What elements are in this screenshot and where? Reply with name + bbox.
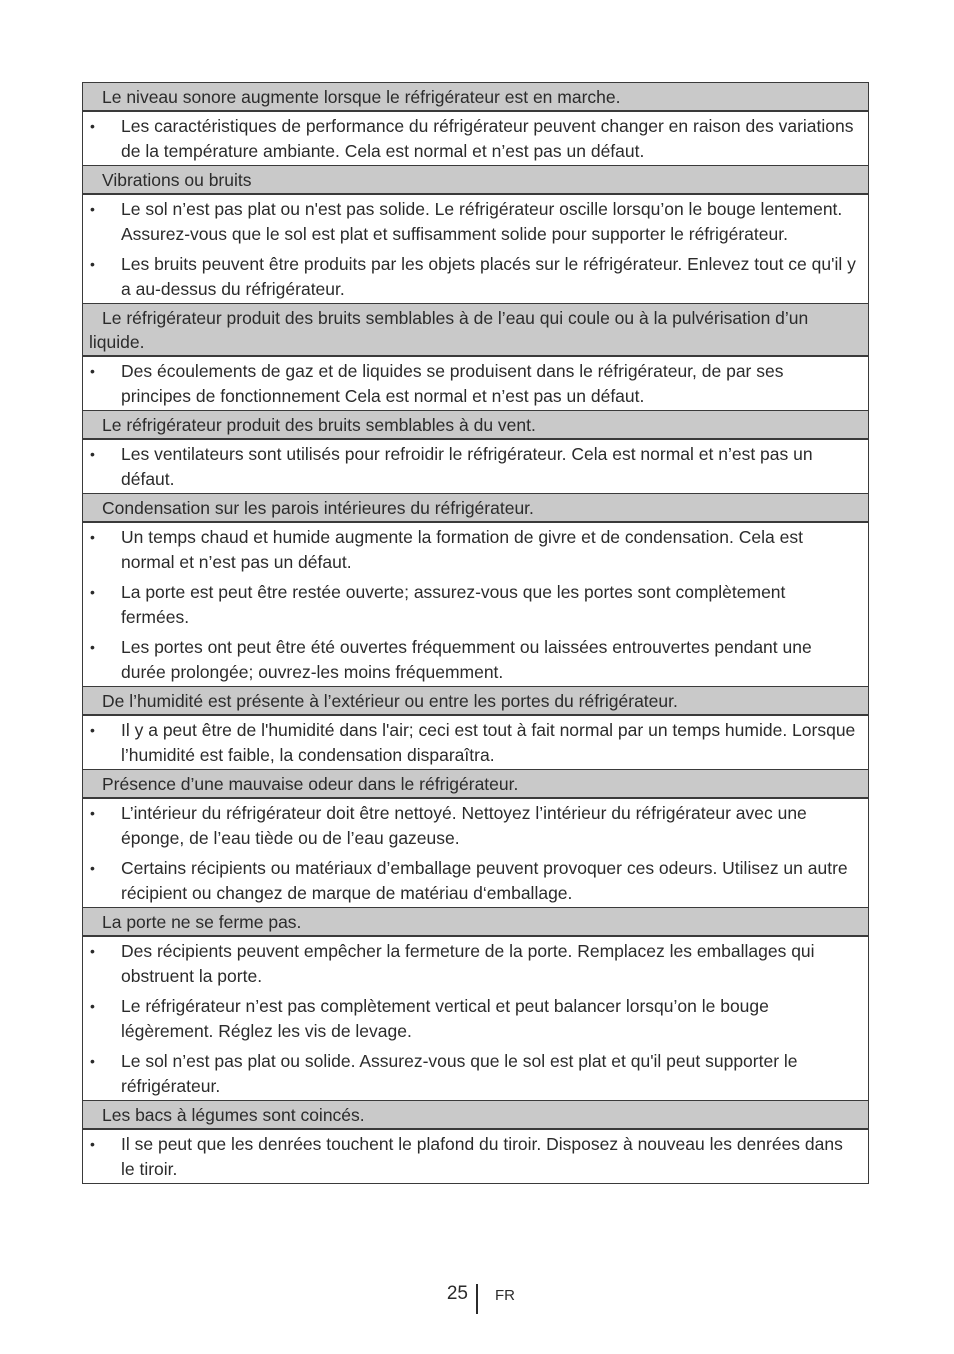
list-item (83, 442, 858, 491)
section-body (83, 523, 868, 687)
bullet-icon: • (90, 584, 95, 600)
section-body (83, 112, 868, 166)
section-header: Le niveau sonore augmente lorsque le réfrigérateur est en marche. (83, 83, 868, 112)
bullet-icon: • (90, 256, 95, 272)
section-header: Vibrations ou bruits (83, 166, 868, 195)
bullet-icon: • (90, 860, 95, 876)
list-item-text: Les ventilateurs sont utilisés pour refroidir le réfrigérateur. Cela est normal et n’est pas un défaut. (121, 444, 813, 489)
list-item-text: Des écoulements de gaz et de liquides se produisent dans le réfrigérateur, de par ses principes de fonctionnement Cela est normal et n’est pas un défaut. (121, 361, 784, 406)
bullet-icon: • (90, 943, 95, 959)
list-item-text: Certains récipients ou matériaux d’emballage peuvent provoquer ces odeurs. Utilisez un autre récipient ou changez de marque de matériau d‘emballage. (121, 858, 848, 903)
list-item (83, 801, 858, 850)
section-header: Le réfrigérateur produit des bruits semblables à du vent. (83, 411, 868, 440)
section-body (83, 937, 868, 1101)
footer-divider (476, 1284, 478, 1314)
list-item (83, 114, 858, 163)
bullet-icon: • (90, 722, 95, 738)
section-header: De l’humidité est présente à l’extérieur ou entre les portes du réfrigérateur. (83, 687, 868, 716)
bullet-icon: • (90, 363, 95, 379)
list-item (83, 1132, 858, 1181)
list-item-text: Il se peut que les denrées touchent le plafond du tiroir. Disposez à nouveau les denrées dans le tiroir. (121, 1134, 843, 1179)
section-body (83, 440, 868, 494)
section-header: Condensation sur les parois intérieures du réfrigérateur. (83, 494, 868, 523)
list-item-text: Les portes ont peut être été ouvertes fréquemment ou laissées entrouvertes pendant une durée prolongée; ouvrez-les moins fréquemment. (121, 637, 812, 682)
section-body (83, 716, 868, 770)
page-number: 25 (446, 1283, 468, 1304)
list-item (83, 580, 858, 629)
list-item (83, 994, 858, 1043)
list-item (83, 635, 858, 684)
bullet-icon: • (90, 118, 95, 134)
page-footer (0, 1280, 954, 1316)
section-header: Les bacs à légumes sont coincés. (83, 1101, 868, 1130)
bullet-icon: • (90, 639, 95, 655)
list-item-text: Des récipients peuvent empêcher la fermeture de la porte. Remplacez les emballages qui obstruent la porte. (121, 941, 815, 986)
list-item (83, 856, 858, 905)
list-item-text: Le réfrigérateur n’est pas complètement vertical et peut balancer lorsqu’on le bouge légèrement. Réglez les vis de levage. (121, 996, 769, 1041)
troubleshooting-table (82, 82, 869, 1184)
list-item (83, 252, 858, 301)
list-item-text: Les bruits peuvent être produits par les objets placés sur le réfrigérateur. Enlevez tout ce qu'il y a au-dessus du réfrigérateur. (121, 254, 856, 299)
bullet-icon: • (90, 201, 95, 217)
list-item (83, 1049, 858, 1098)
bullet-icon: • (90, 1136, 95, 1152)
bullet-icon: • (90, 1053, 95, 1069)
list-item-text: La porte est peut être restée ouverte; assurez-vous que les portes sont complètement fermées. (121, 582, 786, 627)
list-item (83, 718, 858, 767)
list-item (83, 525, 858, 574)
section-header: Présence d’une mauvaise odeur dans le réfrigérateur. (83, 770, 868, 799)
language-code: FR (495, 1287, 515, 1304)
section-header: La porte ne se ferme pas. (83, 908, 868, 937)
bullet-icon: • (90, 529, 95, 545)
list-item-text: L’intérieur du réfrigérateur doit être nettoyé. Nettoyez l’intérieur du réfrigérateur avec une éponge, de l’eau tiède ou de l’eau gazeuse. (121, 803, 807, 848)
section-header: Le réfrigérateur produit des bruits semblables à de l’eau qui coule ou à la pulvérisation d’un liquide. (83, 304, 868, 357)
bullet-icon: • (90, 998, 95, 1014)
list-item (83, 359, 858, 408)
list-item-text: Il y a peut être de l'humidité dans l'air; ceci est tout à fait normal par un temps humide. Lorsque l’humidité est faible, la condensation disparaîtra. (121, 720, 856, 765)
section-body (83, 1130, 868, 1184)
section-body (83, 799, 868, 908)
list-item-text: Le sol n’est pas plat ou n'est pas solide. Le réfrigérateur oscille lorsqu’on le bouge lentement. Assurez-vous que le sol est plat et suffisamment solide pour supporter le réfrigérateur. (121, 199, 843, 244)
bullet-icon: • (90, 805, 95, 821)
section-body (83, 357, 868, 411)
list-item-text: Un temps chaud et humide augmente la formation de givre et de condensation. Cela est normal et n’est pas un défaut. (121, 527, 803, 572)
bullet-icon: • (90, 446, 95, 462)
list-item (83, 197, 858, 246)
list-item-text: Les caractéristiques de performance du réfrigérateur peuvent changer en raison des variations de la température ambiante. Cela est normal et n’est pas un défaut. (121, 116, 854, 161)
list-item-text: Le sol n’est pas plat ou solide. Assurez-vous que le sol est plat et qu'il peut supporter le réfrigérateur. (121, 1051, 798, 1096)
section-body (83, 195, 868, 304)
list-item (83, 939, 858, 988)
